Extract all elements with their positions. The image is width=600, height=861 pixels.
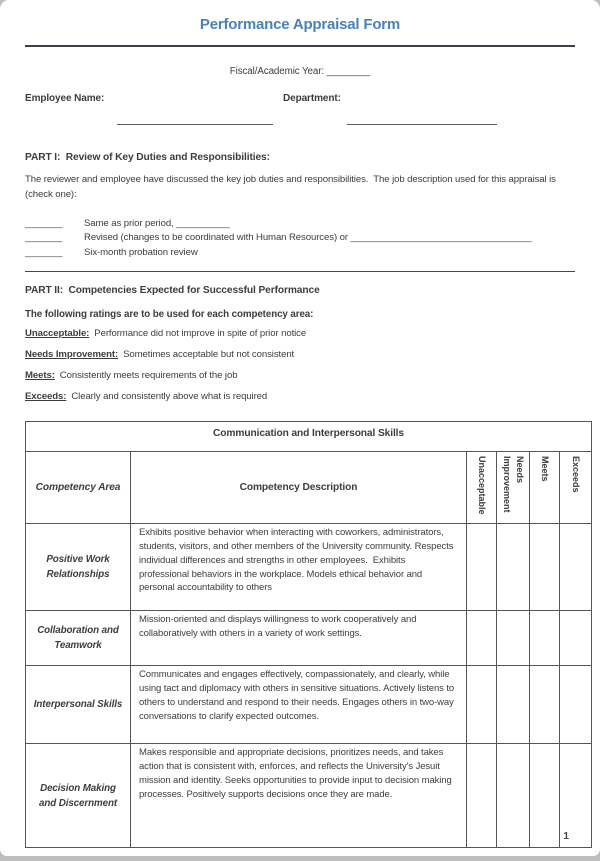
vertical-label: Exceeds <box>571 456 582 493</box>
rating-cell[interactable] <box>530 524 560 611</box>
department-line[interactable] <box>347 124 497 125</box>
rating-cell[interactable] <box>467 611 497 666</box>
option-label: Same as prior period, <box>84 218 174 229</box>
part2-divider <box>25 271 575 272</box>
competency-area-label: Interpersonal Skills <box>26 666 131 744</box>
competency-table <box>25 421 592 848</box>
title-divider <box>25 45 575 47</box>
option-check-blank[interactable]: _______ <box>25 218 63 229</box>
rating-definition: Sometimes acceptable but not consistent <box>123 349 295 361</box>
option-check-blank[interactable]: _______ <box>25 246 63 258</box>
rating-cell[interactable] <box>497 611 530 666</box>
rating-definition-meets <box>25 367 575 384</box>
rating-cell[interactable] <box>530 744 560 848</box>
vertical-label: Unacceptable <box>477 456 487 515</box>
table-row <box>26 744 592 848</box>
option-same-as-prior <box>25 217 575 231</box>
rating-definition: Consistently meets requirements of the job <box>59 370 238 382</box>
rating-cell[interactable] <box>467 524 497 611</box>
department-label: Department: <box>283 93 341 104</box>
rating-definition-needs-improvement <box>25 346 575 363</box>
table-row <box>26 611 592 666</box>
rating-cell[interactable] <box>560 524 592 611</box>
competency-area-label: Positive Work Relationships <box>26 524 131 611</box>
part1-options <box>25 217 575 260</box>
option-revised <box>25 231 575 245</box>
rating-term: Meets: <box>25 370 55 382</box>
competency-description: Exhibits positive behavior when interacting with coworkers, administrators, students, visitors, and other members of the University community. Respects individual differences and strengths in other employees. Exhibits professional behaviors in the workplace. Models ethical behavior and personal accountability to others <box>131 524 467 611</box>
rating-cell[interactable] <box>530 611 560 666</box>
fiscal-year-blank[interactable]: ________ <box>326 66 371 77</box>
name-department-row <box>25 92 575 105</box>
column-header-competency-area: Competency Area <box>26 452 131 524</box>
option-check-blank[interactable]: _______ <box>25 232 63 244</box>
rating-cell[interactable] <box>560 611 592 666</box>
rating-term: Unacceptable: <box>25 328 90 340</box>
rating-definition: Performance did not improve in spite of prior notice <box>94 328 307 340</box>
rating-cell[interactable] <box>560 666 592 744</box>
column-header-needs-improvement <box>497 452 530 524</box>
competency-area-label: Decision Making and Discernment <box>26 744 131 848</box>
competency-area-label: Collaboration and Teamwork <box>26 611 131 666</box>
vertical-label: Needs Improvement <box>502 456 525 513</box>
employee-name-label: Employee Name: <box>25 93 105 104</box>
part1-heading: PART I: Review of Key Duties and Responsibilities: <box>25 152 270 163</box>
page-title: Performance Appraisal Form <box>199 16 401 33</box>
competency-description: Makes responsible and appropriate decisions, prioritizes needs, and takes action that is consistent with, enforces, and reflects the University's Jesuit mission and identity. Seeks opportunities to provide input to decision making processes. Positively supports decisions once they are made. <box>131 744 467 848</box>
option-trailing-blank[interactable]: __________ <box>173 218 230 229</box>
column-header-competency-description: Competency Description <box>131 452 467 524</box>
rating-definition: Clearly and consistently above what is required <box>71 391 268 403</box>
rating-cell[interactable] <box>497 666 530 744</box>
employee-name-line[interactable] <box>117 124 273 125</box>
vertical-label: Meets <box>540 456 550 482</box>
rating-cell[interactable] <box>467 744 497 848</box>
part1-intro: The reviewer and employee have discussed the key job duties and responsibilities. The job description used for this appraisal is (check one): <box>25 174 559 200</box>
option-probation <box>25 246 575 260</box>
rating-definition-unacceptable <box>25 325 575 342</box>
column-header-exceeds <box>560 452 592 524</box>
option-label: Revised (changes to be coordinated with Human Resources) or <box>84 232 348 244</box>
page-number: 1 <box>563 830 569 842</box>
rating-cell[interactable] <box>497 524 530 611</box>
competency-description: Communicates and engages effectively, compassionately, and clearly, while using tact and diplomacy with others in sensitive situations. Actively listens to others to understand and respond to their needs. Engages others in two-way conversations to clarify expected outcomes. <box>131 666 467 744</box>
rating-definition-exceeds <box>25 388 575 405</box>
rating-cell[interactable] <box>467 666 497 744</box>
option-trailing-blank[interactable]: __________________________________ <box>347 232 533 244</box>
rating-cell[interactable] <box>530 666 560 744</box>
ratings-intro: The following ratings are to be used for each competency area: <box>25 309 314 321</box>
competency-description: Mission-oriented and displays willingness to work cooperatively and collaboratively with others in a variety of work settings. <box>131 611 467 666</box>
fiscal-year-label: Fiscal/Academic Year: <box>229 66 325 77</box>
table-row <box>26 666 592 744</box>
column-header-meets <box>530 452 560 524</box>
fill-in-lines <box>25 115 575 127</box>
rating-term: Exceeds: <box>25 391 67 403</box>
rating-term: Needs Improvement: <box>25 349 119 361</box>
table-section-title: Communication and Interpersonal Skills <box>26 422 592 452</box>
column-header-unacceptable <box>467 452 497 524</box>
fiscal-year-row <box>25 65 575 78</box>
table-row <box>26 524 592 611</box>
rating-cell[interactable] <box>497 744 530 848</box>
part2-heading: PART II: Competencies Expected for Successful Performance <box>25 285 320 297</box>
option-label: Six-month probation review <box>84 246 198 258</box>
